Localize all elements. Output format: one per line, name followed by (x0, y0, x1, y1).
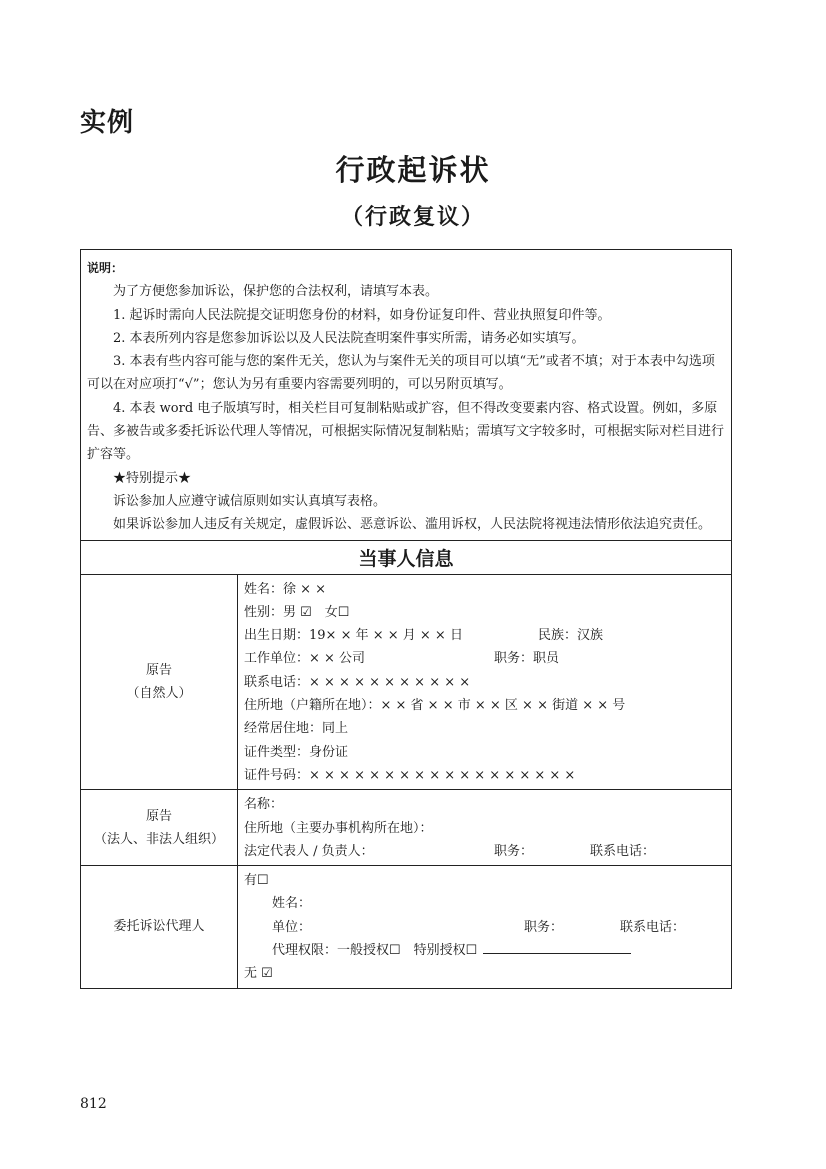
agent-has-checkbox[interactable]: 有☐ (244, 873, 269, 889)
plaintiff-org-role-label: 原告 (145, 808, 172, 824)
parties-header-row (81, 540, 732, 574)
gender-field[interactable]: 性别：男 ☑ 女☐ (244, 604, 350, 620)
org-position-field[interactable]: 职务： (494, 843, 534, 859)
plaintiff-person-info (238, 574, 732, 790)
phone-field[interactable]: 联系电话：× × × × × × × × × × × (244, 674, 471, 690)
plaintiff-person-role-type: （自然人） (126, 685, 192, 701)
agent-unit-line (244, 916, 725, 939)
notes-item-3: 3. 本表有些内容可能与您的案件无关，您认为与案件无关的项目可以填“无”或者不填；对于本表中勾选项可以在对应项打“√”；您认为另有重要内容需要列明的，可以另附页填写。 (87, 354, 715, 393)
page-number: 812 (80, 1096, 107, 1112)
agent-position-field[interactable]: 职务： (524, 919, 564, 935)
document-subtitle: （行政复议） (340, 205, 485, 230)
special-notice-1: 诉讼参加人应遵守诚信原则如实认真填写表格。 (113, 493, 387, 509)
employer-field[interactable]: 工作单位：× × 公司 (244, 651, 366, 667)
agent-unit-field[interactable]: 单位： (272, 919, 312, 935)
parties-header: 当事人信息 (81, 540, 732, 574)
notes-row (81, 250, 732, 541)
ethnicity-field[interactable]: 民族：汉族 (538, 628, 604, 644)
agent-row (81, 866, 732, 988)
agent-authority-checkboxes[interactable]: 代理权限：一般授权☐ 特别授权☐ (272, 943, 478, 959)
plaintiff-person-role (81, 574, 238, 790)
birth-date-field[interactable]: 出生日期：19× × 年 × × 月 × × 日 (244, 628, 463, 644)
notes-item-1: 1. 起诉时需向人民法院提交证明您身份的材料，如身份证复印件、营业执照复印件等。 (113, 307, 611, 323)
org-address-field[interactable]: 住所地（主要办事机构所在地）： (244, 820, 433, 836)
notes-item-2: 2. 本表所列内容是您参加诉讼以及人民法院查明案件事实所需，请务必如实填写。 (113, 330, 585, 346)
id-number-field[interactable]: 证件号码：× × × × × × × × × × × × × × × × × × (244, 767, 576, 783)
plaintiff-org-role-type: （法人、非法人组织） (93, 831, 224, 847)
id-type-field[interactable]: 证件类型：身份证 (244, 744, 349, 760)
org-name-field[interactable]: 名称： (244, 797, 284, 813)
org-representative-line (244, 840, 725, 863)
complaint-form-table (80, 249, 732, 989)
agent-authority-line (244, 939, 725, 962)
agent-phone-field[interactable]: 联系电话： (620, 919, 686, 935)
agent-info (238, 866, 732, 988)
notes-cell (81, 250, 732, 541)
agent-role: 委托诉讼代理人 (81, 866, 238, 988)
plaintiff-person-row (81, 574, 732, 790)
section-label: 实例 (80, 108, 135, 138)
agent-none-checkbox[interactable]: 无 ☑ (244, 966, 273, 982)
special-notice-2: 如果诉讼参加人违反有关规定，虚假诉讼、恶意诉讼、滥用诉权，人民法院将视违法情形依法追究责任。 (113, 517, 712, 533)
special-notice-heading: ★特别提示★ (113, 470, 192, 486)
residence-field[interactable]: 经常居住地：同上 (244, 721, 349, 737)
plaintiff-org-role (81, 790, 238, 866)
plaintiff-org-row (81, 790, 732, 866)
document-title: 行政起诉状 (335, 153, 491, 187)
org-phone-field[interactable]: 联系电话： (590, 843, 656, 859)
domicile-field[interactable]: 住所地（户籍所在地）：× × 省 × × 市 × × 区 × × 街道 × × 号 (244, 698, 626, 714)
agent-name-field[interactable]: 姓名： (272, 896, 312, 912)
org-representative-field[interactable]: 法定代表人 / 负责人： (244, 843, 374, 859)
notes-item-4: 4. 本表 word 电子版填写时，相关栏目可复制粘贴或扩容，但不得改变要素内容、格式设置。例如，多原告、多被告或多委托诉讼代理人等情况，可根据实际情况复制粘贴；需填写文字较多时，可根据实际对栏目进行扩容等。 (87, 400, 725, 463)
notes-intro: 为了方便您参加诉讼，保护您的合法权利，请填写本表。 (113, 284, 439, 300)
birth-ethnicity-line (244, 624, 725, 647)
position-field[interactable]: 职务：职员 (494, 651, 560, 667)
plaintiff-org-info (238, 790, 732, 866)
notes-heading: 说明： (87, 261, 124, 275)
authority-blank-line[interactable] (483, 939, 631, 954)
employer-position-line (244, 647, 725, 670)
name-field[interactable]: 姓名：徐 × × (244, 581, 327, 597)
plaintiff-person-role-label: 原告 (145, 662, 172, 678)
